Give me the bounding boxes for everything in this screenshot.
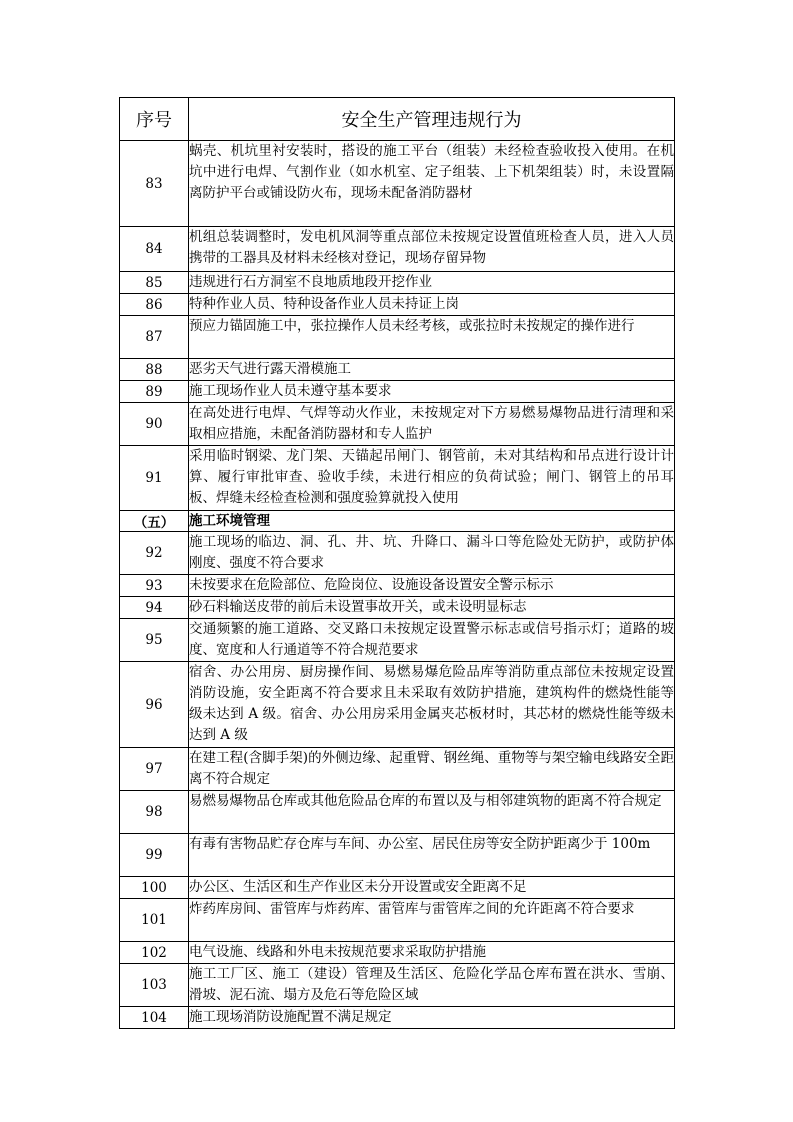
row-number: 100 bbox=[120, 877, 189, 899]
row-number: 97 bbox=[120, 748, 189, 791]
table-row bbox=[120, 899, 675, 942]
row-description: 易燃易爆物品仓库或其他危险品仓库的布置以及与相邻建筑物的距离不符合规定 bbox=[189, 791, 675, 834]
row-description: 有毒有害物品贮存仓库与车间、办公室、居民住房等安全防护距离少于 100m bbox=[189, 834, 675, 877]
row-number: 92 bbox=[120, 532, 189, 575]
row-description: 施工工厂区、施工（建设）管理及生活区、危险化学品仓库布置在洪水、雪崩、滑坡、泥石流、塌方及危石等危险区域 bbox=[189, 964, 675, 1007]
row-number: 95 bbox=[120, 619, 189, 662]
row-description: 宿舍、办公用房、厨房操作间、易燃易爆危险品库等消防重点部位未按规定设置消防设施，安全距离不符合要求且未采取有效防护措施，建筑构件的燃烧性能等级未达到 A 级。宿舍、办公用房采用金属夹芯板材时，其芯材的燃烧性能等级未达到 A 级 bbox=[189, 662, 675, 748]
row-description: 办公区、生活区和生产作业区未分开设置或安全距离不足 bbox=[189, 877, 675, 899]
row-description: 未按要求在危险部位、危险岗位、设施设备设置安全警示标示 bbox=[189, 575, 675, 597]
row-number: 91 bbox=[120, 446, 189, 511]
table-row bbox=[120, 597, 675, 619]
row-number: 101 bbox=[120, 899, 189, 942]
row-description: 违规进行石方洞室不良地质地段开挖作业 bbox=[189, 272, 675, 294]
row-number: 88 bbox=[120, 359, 189, 381]
row-number: 87 bbox=[120, 316, 189, 359]
table-row bbox=[120, 877, 675, 899]
row-description: 电气设施、线路和外电未按规范要求采取防护措施 bbox=[189, 942, 675, 964]
row-number: 99 bbox=[120, 834, 189, 877]
table-row bbox=[120, 532, 675, 575]
row-description: 炸药库房间、雷管库与炸药库、雷管库与雷管库之间的允许距离不符合要求 bbox=[189, 899, 675, 942]
row-number: 102 bbox=[120, 942, 189, 964]
table-row bbox=[120, 942, 675, 964]
table-row bbox=[120, 359, 675, 381]
table-row bbox=[120, 141, 675, 227]
violations-table bbox=[119, 97, 675, 1029]
table-row bbox=[120, 272, 675, 294]
header-serial-number: 序号 bbox=[120, 98, 189, 141]
table-row bbox=[120, 227, 675, 272]
table-row bbox=[120, 1007, 675, 1029]
row-number: 93 bbox=[120, 575, 189, 597]
section-title: 施工环境管理 bbox=[189, 511, 675, 532]
table-row bbox=[120, 662, 675, 748]
row-number: 96 bbox=[120, 662, 189, 748]
row-description: 施工现场消防设施配置不满足规定 bbox=[189, 1007, 675, 1029]
row-description: 交通频繁的施工道路、交叉路口未按规定设置警示标志或信号指示灯；道路的坡度、宽度和人行通道等不符合规范要求 bbox=[189, 619, 675, 662]
row-description: 采用临时钢梁、龙门架、天锚起吊闸门、钢管前，未对其结构和吊点进行设计计算、履行审批审查、验收手续，未进行相应的负荷试验；闸门、钢管上的吊耳板、焊缝未经检查检测和强度验算就投入使用 bbox=[189, 446, 675, 511]
table-row bbox=[120, 403, 675, 446]
table-row bbox=[120, 834, 675, 877]
row-description: 恶劣天气进行露天滑模施工 bbox=[189, 359, 675, 381]
row-number: 84 bbox=[120, 227, 189, 272]
table-row bbox=[120, 619, 675, 662]
row-number: 98 bbox=[120, 791, 189, 834]
table-row bbox=[120, 964, 675, 1007]
row-number: 90 bbox=[120, 403, 189, 446]
table-row bbox=[120, 446, 675, 511]
row-description: 施工现场的临边、洞、孔、井、坑、升降口、漏斗口等危险处无防护，或防护体刚度、强度不符合要求 bbox=[189, 532, 675, 575]
row-description: 机组总装调整时，发电机风洞等重点部位未按规定设置值班检查人员，进入人员携带的工器具及材料未经核对登记，现场存留异物 bbox=[189, 227, 675, 272]
row-number: 83 bbox=[120, 141, 189, 227]
row-description: 蜗壳、机坑里衬安装时，搭设的施工平台（组装）未经检查验收投入使用。在机坑中进行电焊、气割作业（如水机室、定子组装、上下机架组装）时，未设置隔离防护平台或铺设防火布，现场未配备消防器材 bbox=[189, 141, 675, 227]
table-header-row bbox=[120, 98, 675, 141]
row-description: 特种作业人员、特种设备作业人员未持证上岗 bbox=[189, 294, 675, 316]
table-row bbox=[120, 791, 675, 834]
table-row bbox=[120, 748, 675, 791]
row-description: 在建工程(含脚手架)的外侧边缘、起重臂、钢丝绳、重物等与架空输电线路安全距离不符合规定 bbox=[189, 748, 675, 791]
row-number: 89 bbox=[120, 381, 189, 403]
section-row bbox=[120, 511, 675, 532]
row-description: 预应力锚固施工中，张拉操作人员未经考核，或张拉时未按规定的操作进行 bbox=[189, 316, 675, 359]
row-number: 103 bbox=[120, 964, 189, 1007]
section-number: （五） bbox=[120, 511, 189, 532]
row-number: 94 bbox=[120, 597, 189, 619]
row-number: 104 bbox=[120, 1007, 189, 1029]
header-violation-description: 安全生产管理违规行为 bbox=[189, 98, 675, 141]
row-description: 砂石料输送皮带的前后未设置事故开关，或未设明显标志 bbox=[189, 597, 675, 619]
table-row bbox=[120, 294, 675, 316]
table-row bbox=[120, 316, 675, 359]
row-number: 86 bbox=[120, 294, 189, 316]
table-row bbox=[120, 575, 675, 597]
table-row bbox=[120, 381, 675, 403]
row-description: 施工现场作业人员未遵守基本要求 bbox=[189, 381, 675, 403]
row-number: 85 bbox=[120, 272, 189, 294]
row-description: 在高处进行电焊、气焊等动火作业，未按规定对下方易燃易爆物品进行清理和采取相应措施，未配备消防器材和专人监护 bbox=[189, 403, 675, 446]
